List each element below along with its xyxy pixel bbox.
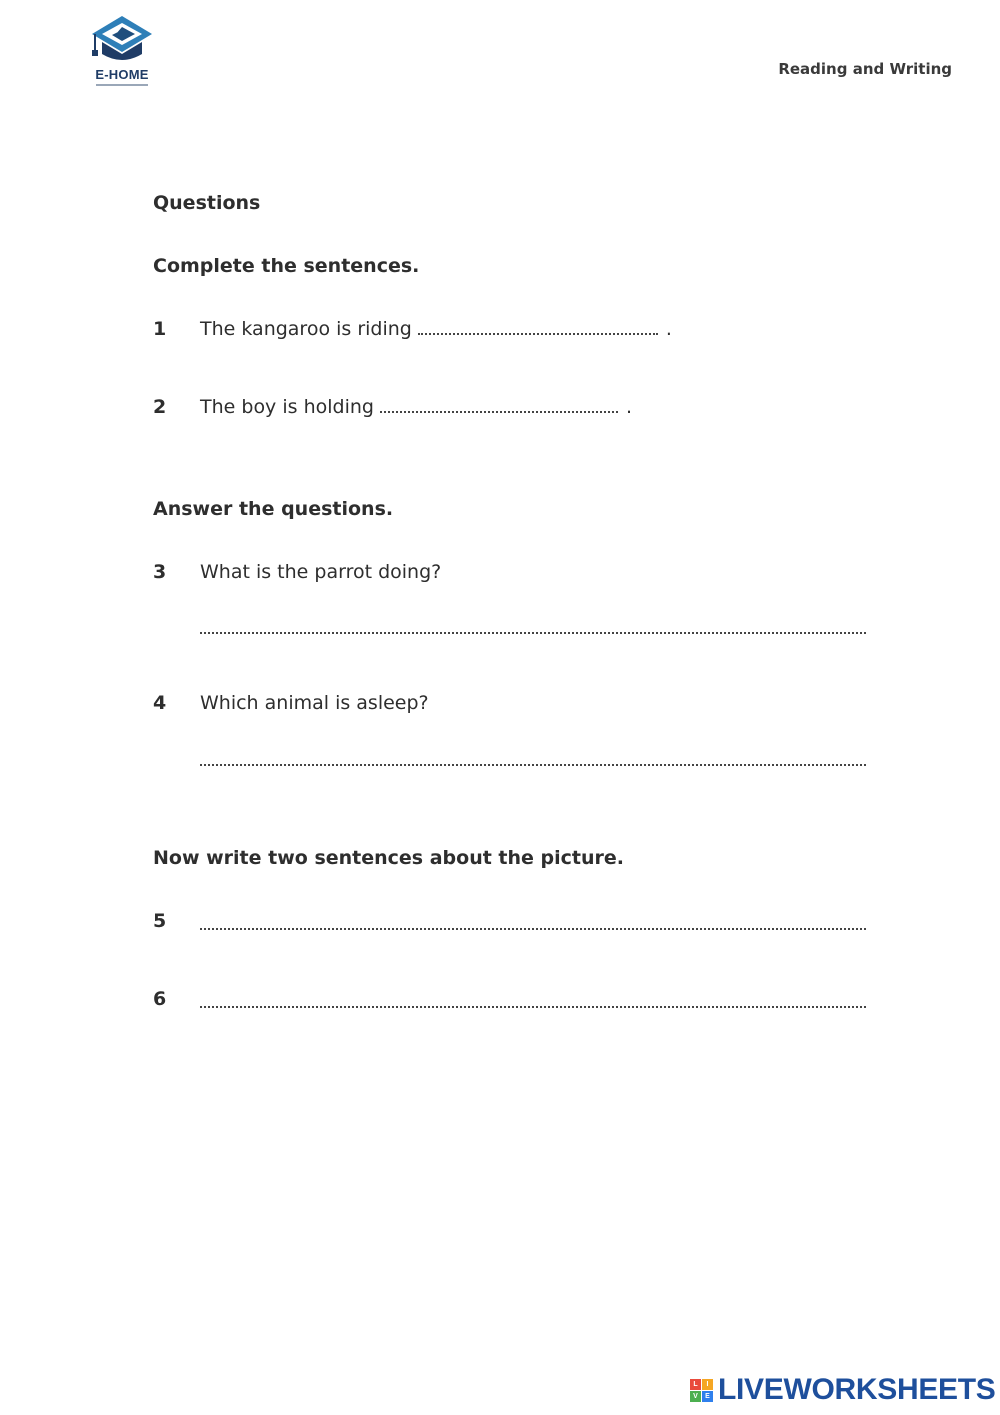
questions-heading: Questions	[153, 192, 261, 214]
liveworksheets-text: LIVEWORKSHEETS	[718, 1373, 996, 1406]
answer-line-4[interactable]	[200, 764, 866, 766]
block-l: L	[690, 1379, 701, 1390]
question-number-1: 1	[153, 318, 167, 340]
write-instruction: Now write two sentences about the picture.	[153, 847, 625, 869]
block-i: I	[702, 1379, 713, 1390]
answer-line-5[interactable]	[200, 928, 866, 930]
question-number-5: 5	[153, 910, 167, 932]
complete-instruction: Complete the sentences.	[153, 255, 420, 277]
question-3-text: What is the parrot doing?	[200, 561, 442, 583]
liveworksheets-logo	[690, 1373, 996, 1409]
answer-blank-2[interactable]	[380, 397, 618, 413]
section-title: Reading and Writing	[778, 60, 952, 78]
question-4-text: Which animal is asleep?	[200, 692, 429, 714]
logo-text: E-HOME	[95, 67, 149, 82]
liveworksheets-blocks-icon	[690, 1379, 714, 1403]
question-2-end: .	[625, 396, 632, 418]
question-1-end: .	[665, 318, 672, 340]
answer-blank-1[interactable]	[418, 319, 658, 335]
question-1-text: The kangaroo is riding	[200, 318, 412, 340]
answer-instruction: Answer the questions.	[153, 498, 394, 520]
question-2-text: The boy is holding	[200, 396, 374, 418]
question-number-3: 3	[153, 561, 167, 583]
answer-line-6[interactable]	[200, 1006, 866, 1008]
logo-tagline-bar	[96, 84, 148, 86]
block-v: V	[690, 1391, 701, 1402]
ehome-logo	[86, 14, 158, 88]
question-number-4: 4	[153, 692, 167, 714]
graduation-cap-logo-icon	[88, 14, 156, 66]
answer-line-3[interactable]	[200, 632, 866, 634]
question-number-2: 2	[153, 396, 167, 418]
question-1	[200, 318, 672, 340]
question-2	[200, 396, 632, 418]
question-number-6: 6	[153, 988, 167, 1010]
block-e: E	[702, 1391, 713, 1402]
